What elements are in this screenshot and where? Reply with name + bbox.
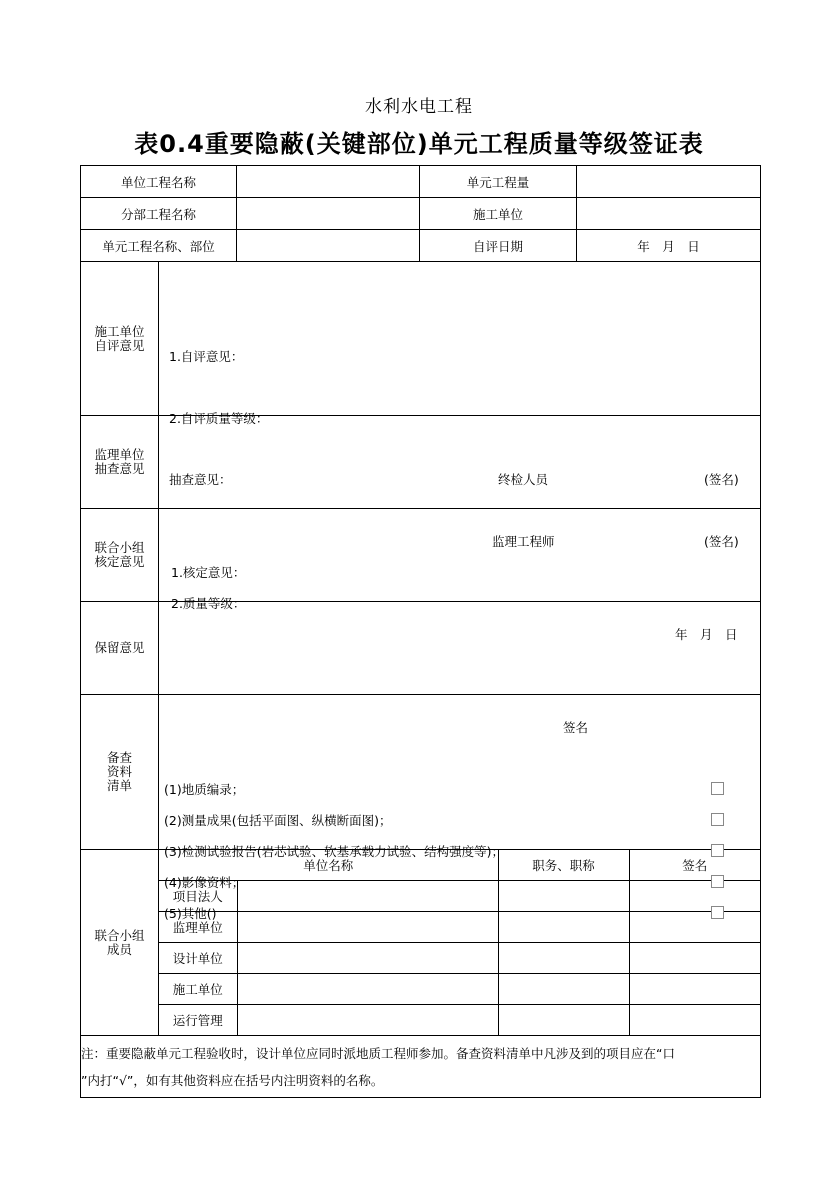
document-subtitle: 水利水电工程 — [365, 97, 473, 117]
checkbox-icon[interactable] — [711, 782, 724, 795]
joint-check-date[interactable]: 年 月 日 — [675, 627, 738, 642]
unit-quantity-label: 单元工程量 — [420, 166, 577, 198]
member-role: 运行管理 — [159, 1005, 237, 1036]
members-table — [159, 850, 760, 1035]
member-role: 项目法人 — [159, 881, 237, 912]
member-role: 监理单位 — [159, 912, 237, 943]
member-unit-name-field[interactable] — [237, 943, 498, 974]
members-header-signature: 签名 — [629, 850, 760, 881]
checkbox-icon[interactable] — [711, 906, 724, 919]
checkbox-icon[interactable] — [711, 813, 724, 826]
member-position-field[interactable] — [498, 943, 629, 974]
construction-unit-field[interactable] — [577, 198, 761, 230]
construction-unit-label: 施工单位 — [420, 198, 577, 230]
member-unit-name-field[interactable] — [237, 881, 498, 912]
self-eval-opinion: 1.自评意见： — [169, 348, 244, 364]
member-signature-field[interactable] — [629, 943, 760, 974]
members-table-cell — [159, 850, 761, 1036]
supervision-content[interactable] — [159, 416, 761, 549]
joint-check-section-label: 联合小组 核定意见 — [81, 509, 159, 602]
unit-quantity-field[interactable] — [577, 166, 761, 198]
member-unit-name-field[interactable] — [237, 912, 498, 943]
supervision-section-label: 监理单位 抽查意见 — [81, 416, 159, 509]
footnote-line: ”内打“√”，如有其他资料应在括号内注明资料的名称。 — [81, 1072, 384, 1088]
final-inspector-label: 终检人员 — [498, 471, 549, 487]
member-position-field[interactable] — [498, 912, 629, 943]
member-unit-name-field[interactable] — [237, 1005, 498, 1036]
self-eval-section-label: 施工单位 自评意见 — [81, 262, 159, 416]
self-eval-grade: 2.自评质量等级： — [169, 410, 269, 426]
backup-item: (4)影像资料； — [164, 875, 245, 890]
checkbox-icon[interactable] — [711, 875, 724, 888]
reserved-signature[interactable]: 签名 — [563, 720, 589, 735]
footnote — [81, 1036, 761, 1098]
backup-item: (2)测量成果(包括平面图、纵横断面图)； — [164, 813, 392, 828]
member-position-field[interactable] — [498, 974, 629, 1005]
members-header-position: 职务、职称 — [498, 850, 629, 881]
table-row — [159, 912, 760, 943]
division-project-name-label: 分部工程名称 — [81, 198, 237, 230]
member-position-field[interactable] — [498, 881, 629, 912]
division-project-name-field[interactable] — [237, 198, 420, 230]
member-role: 设计单位 — [159, 943, 237, 974]
backup-item: (3)检测试验报告(岩芯试验、软基承载力试验、结构强度等)； — [164, 844, 504, 859]
element-name-location-label: 单元工程名称、部位 — [81, 230, 237, 262]
self-eval-signature[interactable]: (签名) — [704, 471, 739, 487]
joint-check-content[interactable] — [159, 509, 761, 642]
table-row — [159, 943, 760, 974]
self-eval-date-field[interactable]: 年 月 日 — [577, 230, 761, 262]
member-signature-field[interactable] — [629, 974, 760, 1005]
members-header-unit-name: 单位名称 — [159, 850, 498, 881]
unit-project-name-field[interactable] — [237, 166, 420, 198]
member-signature-field[interactable] — [629, 912, 760, 943]
supervision-engineer-label: 监理工程师 — [492, 534, 555, 549]
unit-project-name-label: 单位工程名称 — [81, 166, 237, 198]
certification-form-table — [80, 165, 761, 1098]
checkbox-icon[interactable] — [711, 844, 724, 857]
reserved-opinion-content[interactable] — [159, 602, 761, 735]
table-row — [159, 974, 760, 1005]
table-row — [159, 881, 760, 912]
reserved-opinion-label: 保留意见 — [81, 602, 159, 695]
footnote-line: 注：重要隐蔽单元工程验收时，设计单位应同时派地质工程师参加。备查资料清单中凡涉及到的项目应在“口 — [81, 1045, 675, 1061]
border-gap — [705, 738, 731, 746]
self-eval-date-label: 自评日期 — [420, 230, 577, 262]
joint-check-grade: 2.质量等级： — [171, 596, 246, 611]
table-row — [159, 1005, 760, 1036]
backup-item: (1)地质编录； — [164, 782, 245, 797]
member-signature-field[interactable] — [629, 1005, 760, 1036]
supervision-opinion: 抽查意见： — [169, 472, 232, 487]
member-signature-field[interactable] — [629, 881, 760, 912]
members-section-label: 联合小组 成员 — [81, 850, 159, 1036]
backup-list-label: 备查 资料 清单 — [81, 695, 159, 850]
supervision-signature[interactable]: (签名) — [704, 534, 739, 549]
document-title: 表0.4重要隐蔽(关键部位)单元工程质量等级签证表 — [134, 130, 704, 158]
joint-check-opinion: 1.核定意见： — [171, 565, 246, 580]
member-unit-name-field[interactable] — [237, 974, 498, 1005]
member-position-field[interactable] — [498, 1005, 629, 1036]
element-name-location-field[interactable] — [237, 230, 420, 262]
member-role: 施工单位 — [159, 974, 237, 1005]
backup-item: (5)其他() — [164, 906, 217, 921]
